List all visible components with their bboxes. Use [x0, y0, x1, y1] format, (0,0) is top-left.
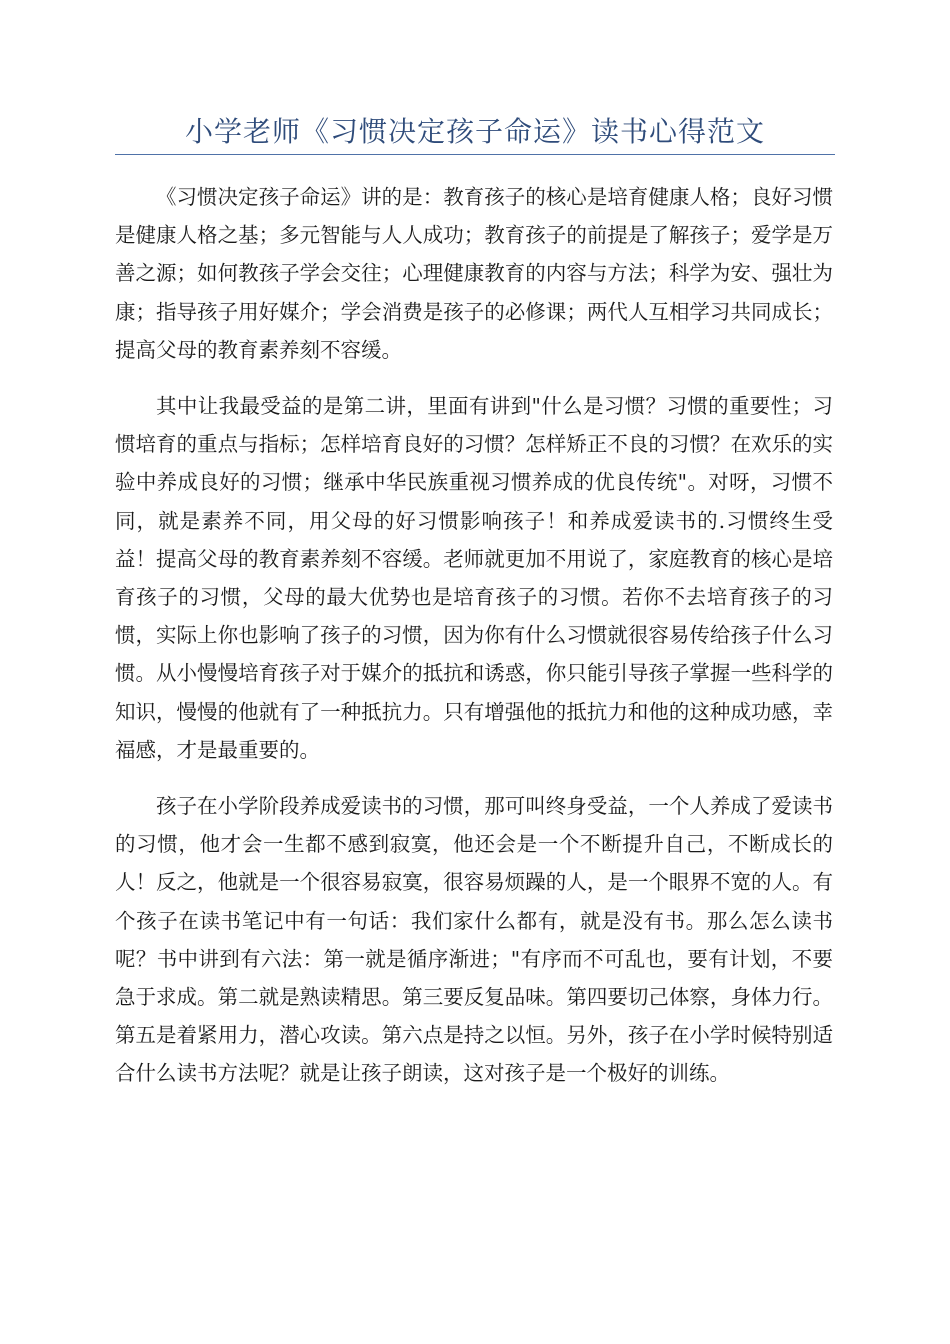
paragraph-3: 孩子在小学阶段养成爱读书的习惯，那可叫终身受益，一个人养成了爱读书的习惯，他才会一生都不感到寂寞，他还会是一个不断提升自己，不断成长的人！反之，他就是一个很容易寂寞，很容易烦躁的人，是一个眼界不宽的人。有个孩子在读书笔记中有一句话：我们家什么都有，就是没有书。那么怎么读书呢？书中讲到有六法：第一就是循序渐进；"有序而不可乱也，要有计划，不要急于求成。第二就是熟读精思。第三要反复品味。第四要切己体察，身体力行。第五是着紧用力，潜心攻读。第六点是持之以恒。另外，孩子在小学时候特别适合什么读书方法呢？就是让孩子朗读，这对孩子是一个极好的训练。: [115, 794, 833, 1086]
paragraph-1: 《习惯决定孩子命运》讲的是：教育孩子的核心是培育健康人格；良好习惯是健康人格之基；多元智能与人人成功；教育孩子的前提是了解孩子；爱学是万善之源；如何教孩子学会交往；心理健康教育的内容与方法；科学为安、强壮为康；指导孩子用好媒介；学会消费是孩子的必修课；两代人互相学习共同成长；提高父母的教育素养刻不容缓。: [115, 185, 833, 362]
paragraph-2: 其中让我最受益的是第二讲，里面有讲到"什么是习惯？习惯的重要性；习惯培育的重点与指标；怎样培育良好的习惯？怎样矫正不良的习惯？在欢乐的实验中养成良好的习惯；继承中华民族重视习惯养成的优良传统"。对呀，习惯不同，就是素养不同，用父母的好习惯影响孩子！和养成爱读书的.习惯终生受益！提高父母的教育素养刻不容缓。老师就更加不用说了，家庭教育的核心是培育孩子的习惯，父母的最大优势也是培育孩子的习惯。若你不去培育孩子的习惯，实际上你也影响了孩子的习惯，因为你有什么习惯就很容易传给孩子什么习惯。从小慢慢培育孩子对于媒介的抵抗和诱惑，你只能引导孩子掌握一些科学的知识，慢慢的他就有了一种抵抗力。只有增强他的抵抗力和他的这种成功感，幸福感，才是最重要的。: [115, 394, 833, 762]
document-title: 小学老师《习惯决定孩子命运》读书心得范文: [184, 115, 765, 148]
document-body: [115, 178, 833, 1111]
title-underline: [115, 154, 835, 155]
